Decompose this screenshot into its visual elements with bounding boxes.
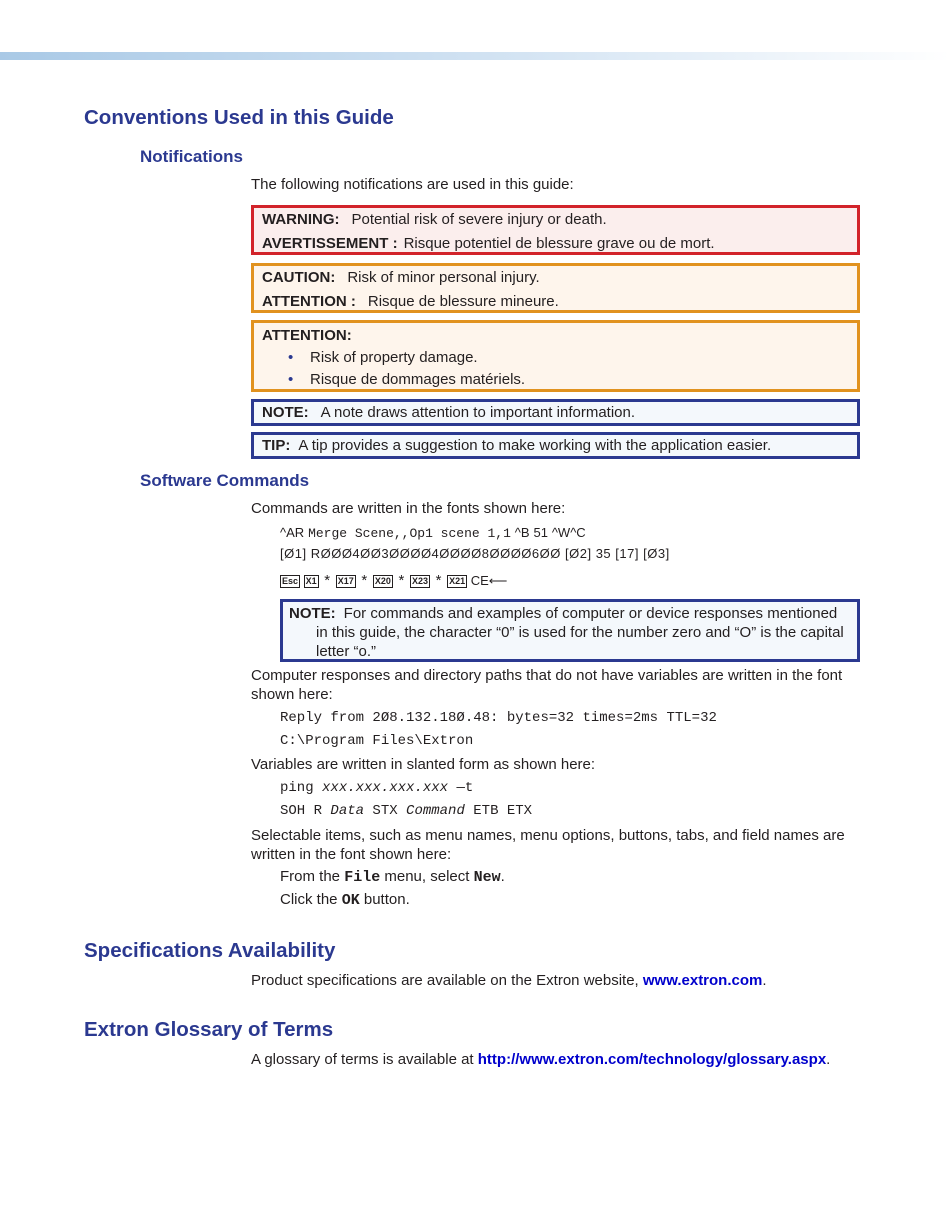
note-label: NOTE:	[262, 404, 309, 421]
variables-intro: Variables are written in slanted form as shown here:	[251, 756, 596, 773]
command-example-2: [Ø1] RØØØ4ØØ3ØØØØ4ØØØØ8ØØØØ6ØØ [Ø2] 35 [17] [Ø3]	[280, 546, 670, 561]
command-example-1: ^AR Merge Scene,,Op1 scene 1,1 ^B 51 ^W^C	[280, 525, 586, 541]
tip-text: A tip provides a suggestion to make working with the application easier.	[298, 437, 772, 454]
warning-label: WARNING:	[262, 211, 340, 228]
key-ce: CE	[470, 573, 489, 588]
glossary-text: A glossary of terms is available at http://www.extron.com/technology/glossary.aspx.	[251, 1051, 831, 1068]
attention-box	[251, 320, 860, 392]
commands-note-text: For commands and examples of computer or device responses mentioned	[343, 605, 838, 622]
commands-note-text-line2: in this guide, the character “0” is used for the number zero and “O” is the capital	[316, 624, 844, 641]
response-example-2: C:\Program Files\Extron	[280, 733, 474, 749]
enter-arrow-icon: ⟵	[488, 573, 508, 588]
note-box	[251, 399, 860, 426]
response-example-1: Reply from 2Ø8.132.18Ø.48: bytes=32 times=2ms TTL=32	[280, 710, 717, 726]
glossary-link[interactable]: http://www.extron.com/technology/glossary.aspx	[477, 1051, 827, 1068]
subsection-title-notifications: Notifications	[140, 147, 243, 166]
caution-text: Risk of minor personal injury.	[347, 269, 540, 286]
commands-note-box	[280, 599, 860, 662]
caution-box	[251, 263, 860, 313]
header-gradient-bar	[0, 52, 950, 60]
warning-box	[251, 205, 860, 255]
note-text: A note draws attention to important information.	[320, 404, 636, 421]
commands-note-label: NOTE:	[289, 605, 336, 622]
responses-intro-line2: shown here:	[251, 686, 333, 703]
selectable-intro: Selectable items, such as menu names, menu options, buttons, tabs, and field names are	[251, 827, 845, 844]
variable-example-2: SOH R Data STX Command ETB ETX	[280, 803, 533, 819]
section-title-glossary: Extron Glossary of Terms	[84, 1018, 334, 1041]
key-x17: X17	[337, 576, 354, 586]
key-x21: X21	[449, 576, 466, 586]
bullet-icon: •	[288, 349, 294, 366]
section-title-specifications: Specifications Availability	[84, 939, 336, 962]
key-sequence-example: Esc X1 * X17 * X20 * X23 * X21 CE⟵	[282, 572, 508, 589]
responses-intro: Computer responses and directory paths that do not have variables are written in the font	[251, 667, 843, 684]
specs-text: Product specifications are available on the Extron website, www.extron.com.	[251, 972, 767, 989]
selectable-intro-line2: written in the font shown here:	[251, 846, 452, 863]
section-title-conventions: Conventions Used in this Guide	[84, 106, 394, 129]
attention-label: ATTENTION:	[262, 327, 352, 344]
caution-label: CAUTION:	[262, 269, 336, 286]
key-esc: Esc	[282, 576, 299, 586]
warning-text: Potential risk of severe injury or death.	[351, 211, 607, 228]
bullet-icon: •	[288, 371, 294, 388]
warning-label-fr: AVERTISSEMENT :	[262, 235, 398, 252]
attention-item: • Risk of property damage.	[262, 346, 849, 368]
attention-item: • Risque de dommages matériels.	[262, 368, 849, 390]
caution-text-fr: Risque de blessure mineure.	[367, 293, 559, 310]
subsection-title-software-commands: Software Commands	[140, 471, 310, 490]
notifications-intro: The following notifications are used in this guide:	[251, 176, 574, 193]
caution-label-fr: ATTENTION :	[262, 293, 356, 310]
key-x1: X1	[305, 576, 317, 586]
commands-intro: Commands are written in the fonts shown here:	[251, 500, 566, 517]
selectable-example-1: From the File menu, select New.	[280, 868, 505, 886]
key-x20: X20	[374, 576, 391, 586]
tip-box	[251, 432, 860, 459]
variable-example-1: ping xxx.xxx.xxx.xxx —t	[280, 780, 474, 796]
extron-website-link[interactable]: www.extron.com	[642, 972, 763, 989]
tip-label: TIP:	[262, 437, 291, 454]
warning-text-fr: Risque potentiel de blessure grave ou de mort.	[403, 235, 715, 252]
commands-note-text-line3: letter “o.”	[316, 643, 377, 660]
key-x23: X23	[411, 576, 428, 586]
selectable-example-2: Click the OK button.	[280, 891, 410, 909]
